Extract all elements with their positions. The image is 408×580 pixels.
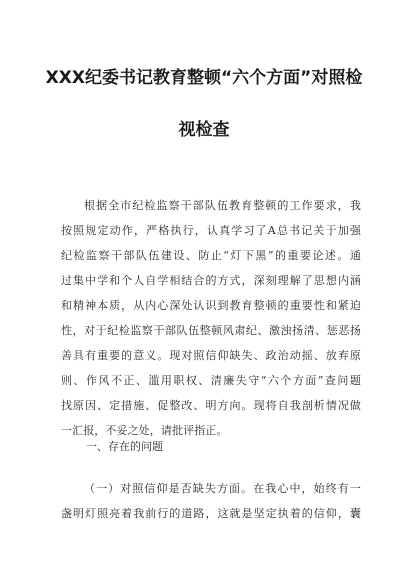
paragraph-1-line: 纪检监察干部队伍建设、防止“灯下黑”的重要论述。通 [61, 249, 361, 262]
document-title-line-1: XXX纪委书记教育整顿“六个方面”对照检 [45, 68, 363, 88]
document-title-line-2: 视检查 [178, 120, 230, 140]
paragraph-1-line: 和精神本质，从内心深处认识到教育整顿的重要性和紧迫 [61, 299, 361, 312]
paragraph-1-line: 根据全市纪检监察干部队伍教育整顿的工作要求，我 [84, 199, 361, 212]
paragraph-1-line: 一汇报，不妥之处，请批评指正。 [61, 424, 228, 437]
paragraph-2-line: 盏明灯照亮着我前行的道路，这就是坚定执着的信仰，囊 [61, 507, 361, 520]
paragraph-1-line: 善具有重要的意义。现对照信仰缺失、政治动摇、放弃原 [61, 349, 361, 362]
paragraph-1-line: 找原因、定措施、促整改、明方向。现将自我剖析情况做 [61, 399, 361, 412]
paragraph-1-line: 性，对于纪检监察干部队伍整顿风肃纪、激浊扬清、惩恶扬 [61, 324, 361, 337]
paragraph-2-line: （一）对照信仰是否缺失方面。在我心中，始终有一 [84, 482, 361, 495]
section-heading: 一、存在的问题 [86, 440, 163, 453]
paragraph-1-line: 则、作风不正、滥用职权、清廉失守“六个方面”查问题 [61, 374, 361, 387]
paragraph-1-line: 按照规定动作，严格执行，认真学习了A总书记关于加强 [61, 224, 361, 237]
paragraph-1-line: 过集中学和个人自学相结合的方式，深刻理解了思想内涵 [61, 274, 361, 287]
